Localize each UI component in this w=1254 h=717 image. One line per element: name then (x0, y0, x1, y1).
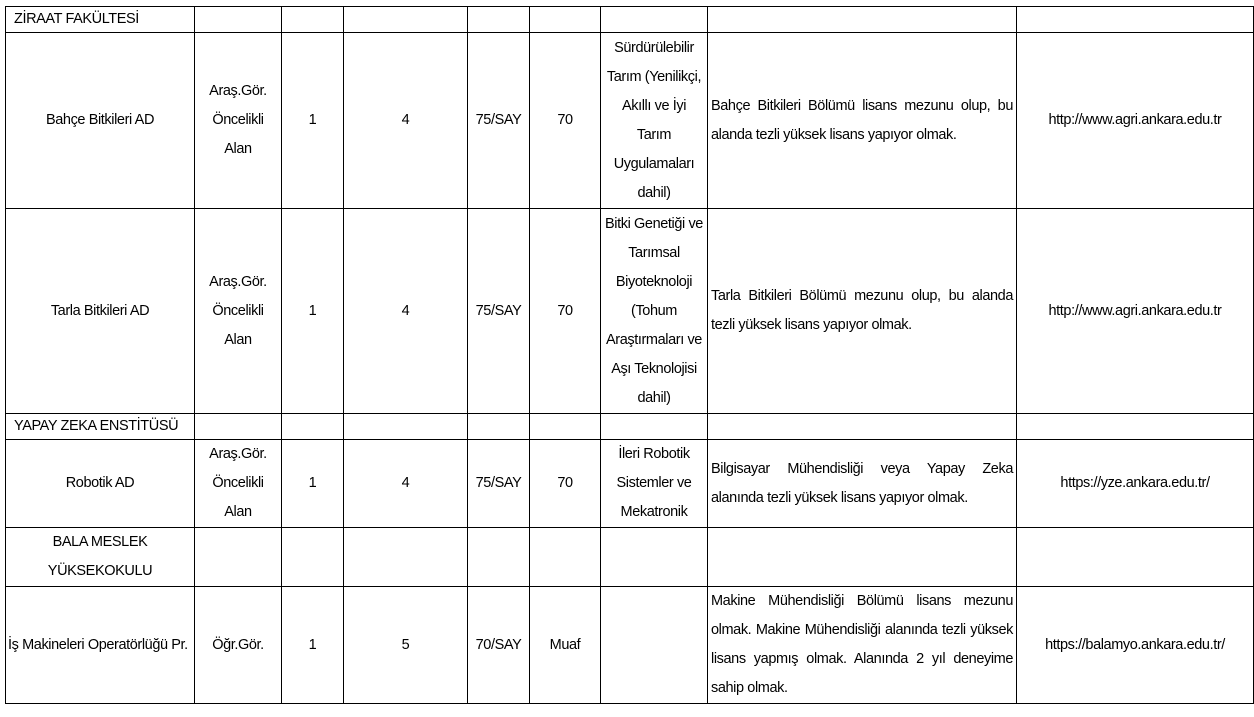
field-cell: Sürdürülebilir Tarım (Yenilikçi, Akıllı ve İyi Tarım Uygulamaları dahil) (601, 33, 708, 209)
ales-cell: 70/SAY (468, 587, 530, 704)
url-link[interactable]: https://yze.ankara.edu.tr/ (1017, 440, 1254, 528)
unit-cell: İş Makineleri Operatörlüğü Pr. (6, 587, 195, 704)
section-name: ZİRAAT FAKÜLTESİ (6, 7, 195, 33)
degree-cell: 4 (344, 33, 468, 209)
url-link[interactable]: http://www.agri.ankara.edu.tr (1017, 33, 1254, 209)
position-cell: Araş.Gör. Öncelikli Alan (195, 209, 282, 414)
section-name: BALA MESLEK YÜKSEKOKULU (6, 528, 195, 587)
requirement-cell: Bahçe Bitkileri Bölümü lisans mezunu olup, bu alanda tezli yüksek lisans yapıyor olmak. (708, 33, 1017, 209)
ales-cell: 75/SAY (468, 33, 530, 209)
language-cell: 70 (530, 33, 601, 209)
count-cell: 1 (282, 587, 344, 704)
language-cell: Muaf (530, 587, 601, 704)
table-row (6, 209, 1254, 414)
degree-cell: 5 (344, 587, 468, 704)
language-cell: 70 (530, 209, 601, 414)
section-header-row (6, 414, 1254, 440)
field-cell: Bitki Genetiği ve Tarımsal Biyoteknoloji (Tohum Araştırmaları ve Aşı Teknolojisi dahil) (601, 209, 708, 414)
table-row (6, 587, 1254, 704)
position-cell: Araş.Gör. Öncelikli Alan (195, 440, 282, 528)
field-cell: İleri Robotik Sistemler ve Mekatronik (601, 440, 708, 528)
degree-cell: 4 (344, 209, 468, 414)
requirement-cell: Makine Mühendisliği Bölümü lisans mezunu olmak. Makine Mühendisliği alanında tezli yüksek lisans yapmış olmak. Alanında 2 yıl deneyime sahip olmak. (708, 587, 1017, 704)
unit-cell: Bahçe Bitkileri AD (6, 33, 195, 209)
requirement-cell: Tarla Bitkileri Bölümü mezunu olup, bu alanda tezli yüksek lisans yapıyor olmak. (708, 209, 1017, 414)
url-link[interactable]: https://balamyo.ankara.edu.tr/ (1017, 587, 1254, 704)
positions-table (5, 6, 1254, 704)
table-row (6, 440, 1254, 528)
url-link[interactable]: http://www.agri.ankara.edu.tr (1017, 209, 1254, 414)
ales-cell: 75/SAY (468, 440, 530, 528)
table-row (6, 33, 1254, 209)
unit-cell: Robotik AD (6, 440, 195, 528)
ales-cell: 75/SAY (468, 209, 530, 414)
degree-cell: 4 (344, 440, 468, 528)
section-header-row (6, 528, 1254, 587)
section-name: YAPAY ZEKA ENSTİTÜSÜ (6, 414, 195, 440)
unit-cell: Tarla Bitkileri AD (6, 209, 195, 414)
count-cell: 1 (282, 440, 344, 528)
section-header-row (6, 7, 1254, 33)
requirement-cell: Bilgisayar Mühendisliği veya Yapay Zeka alanında tezli yüksek lisans yapıyor olmak. (708, 440, 1017, 528)
position-cell: Öğr.Gör. (195, 587, 282, 704)
count-cell: 1 (282, 209, 344, 414)
field-cell (601, 587, 708, 704)
position-cell: Araş.Gör. Öncelikli Alan (195, 33, 282, 209)
count-cell: 1 (282, 33, 344, 209)
language-cell: 70 (530, 440, 601, 528)
